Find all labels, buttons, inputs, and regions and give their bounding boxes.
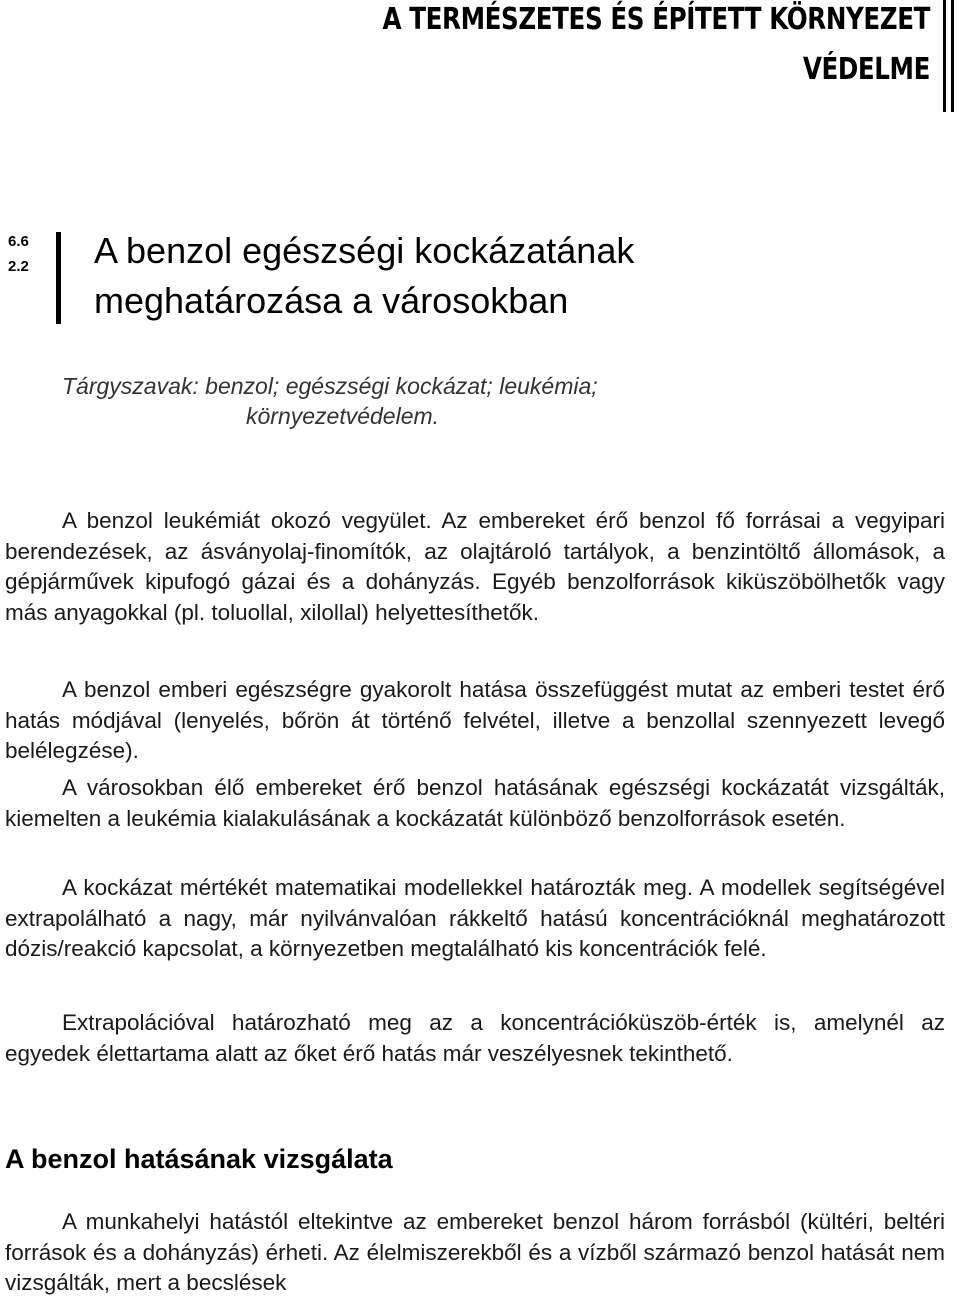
paragraph: Extrapolációval határozható meg az a koncentrációküszöb-érték is, amelynél az egyedek élettartama alatt az őket érő hatás már veszélyesnek tekinthető. [5,1010,945,1066]
keywords-line1: Tárgyszavak: benzol; egészségi kockázat; leukémia; [62,373,598,399]
section-number-line1: 6.6 [8,233,29,250]
keywords-line2: környezetvédelem. [246,403,440,429]
section-number-line2: 2.2 [8,258,29,275]
paragraph: A benzol leukémiát okozó vegyület. Az embereket érő benzol fő forrásai a vegyipari berendezések, az ásványolaj-finomítók, az olajtároló tartályok, a benzintöltő állomások, a gépjárművek kipufogó gázai és a dohányzás. Egyéb benzolforrások kiküszöbölhetők vagy más anyagokkal (pl. toluollal, xilollal) helyettesíthetők. [5,508,945,625]
title-divider-bar [56,232,61,324]
header-title-line1: A TERMÉSZETES ÉS ÉPÍTETT KÖRNYEZET [382,2,931,37]
paragraph: A városokban élő embereket érő benzol hatásának egészségi kockázatát vizsgálták, kiemelten a leukémia kialakulásának a kockázatát különböző benzolforrások esetén. [5,775,945,831]
article-title-line2: meghatározása a városokban [94,280,569,321]
header-rule [943,0,946,112]
paragraph: A munkahelyi hatástól eltekintve az embereket benzol három forrásból (kültéri, beltéri források és a dohányzás) érheti. Az élelmiszerekből és a vízből származó benzol hatását nem vizsgálták, mert a becslések [5,1209,945,1295]
paragraph: A benzol emberi egészségre gyakorolt hatása összefüggést mutat az emberi testet érő hatás módjával (lenyelés, bőrön át történő felvétel, illetve a benzollal szennyezett levegő belélegzése). [5,677,945,763]
paragraph: A kockázat mértékét matematikai modellekkel határozták meg. A modellek segítségével extrapolálható a nagy, már nyilvánvalóan rákkeltő hatású koncentrációknál meghatározott dózis/reakció kapcsolat, a környezetben megtalálható kis koncentrációk felé. [5,875,945,961]
section-subheading: A benzol hatásának vizsgálata [5,1144,393,1174]
header-rule-double [951,0,954,112]
article-title-line1: A benzol egészségi kockázatának [94,230,635,271]
header-title-line2: VÉDELME [802,52,930,87]
